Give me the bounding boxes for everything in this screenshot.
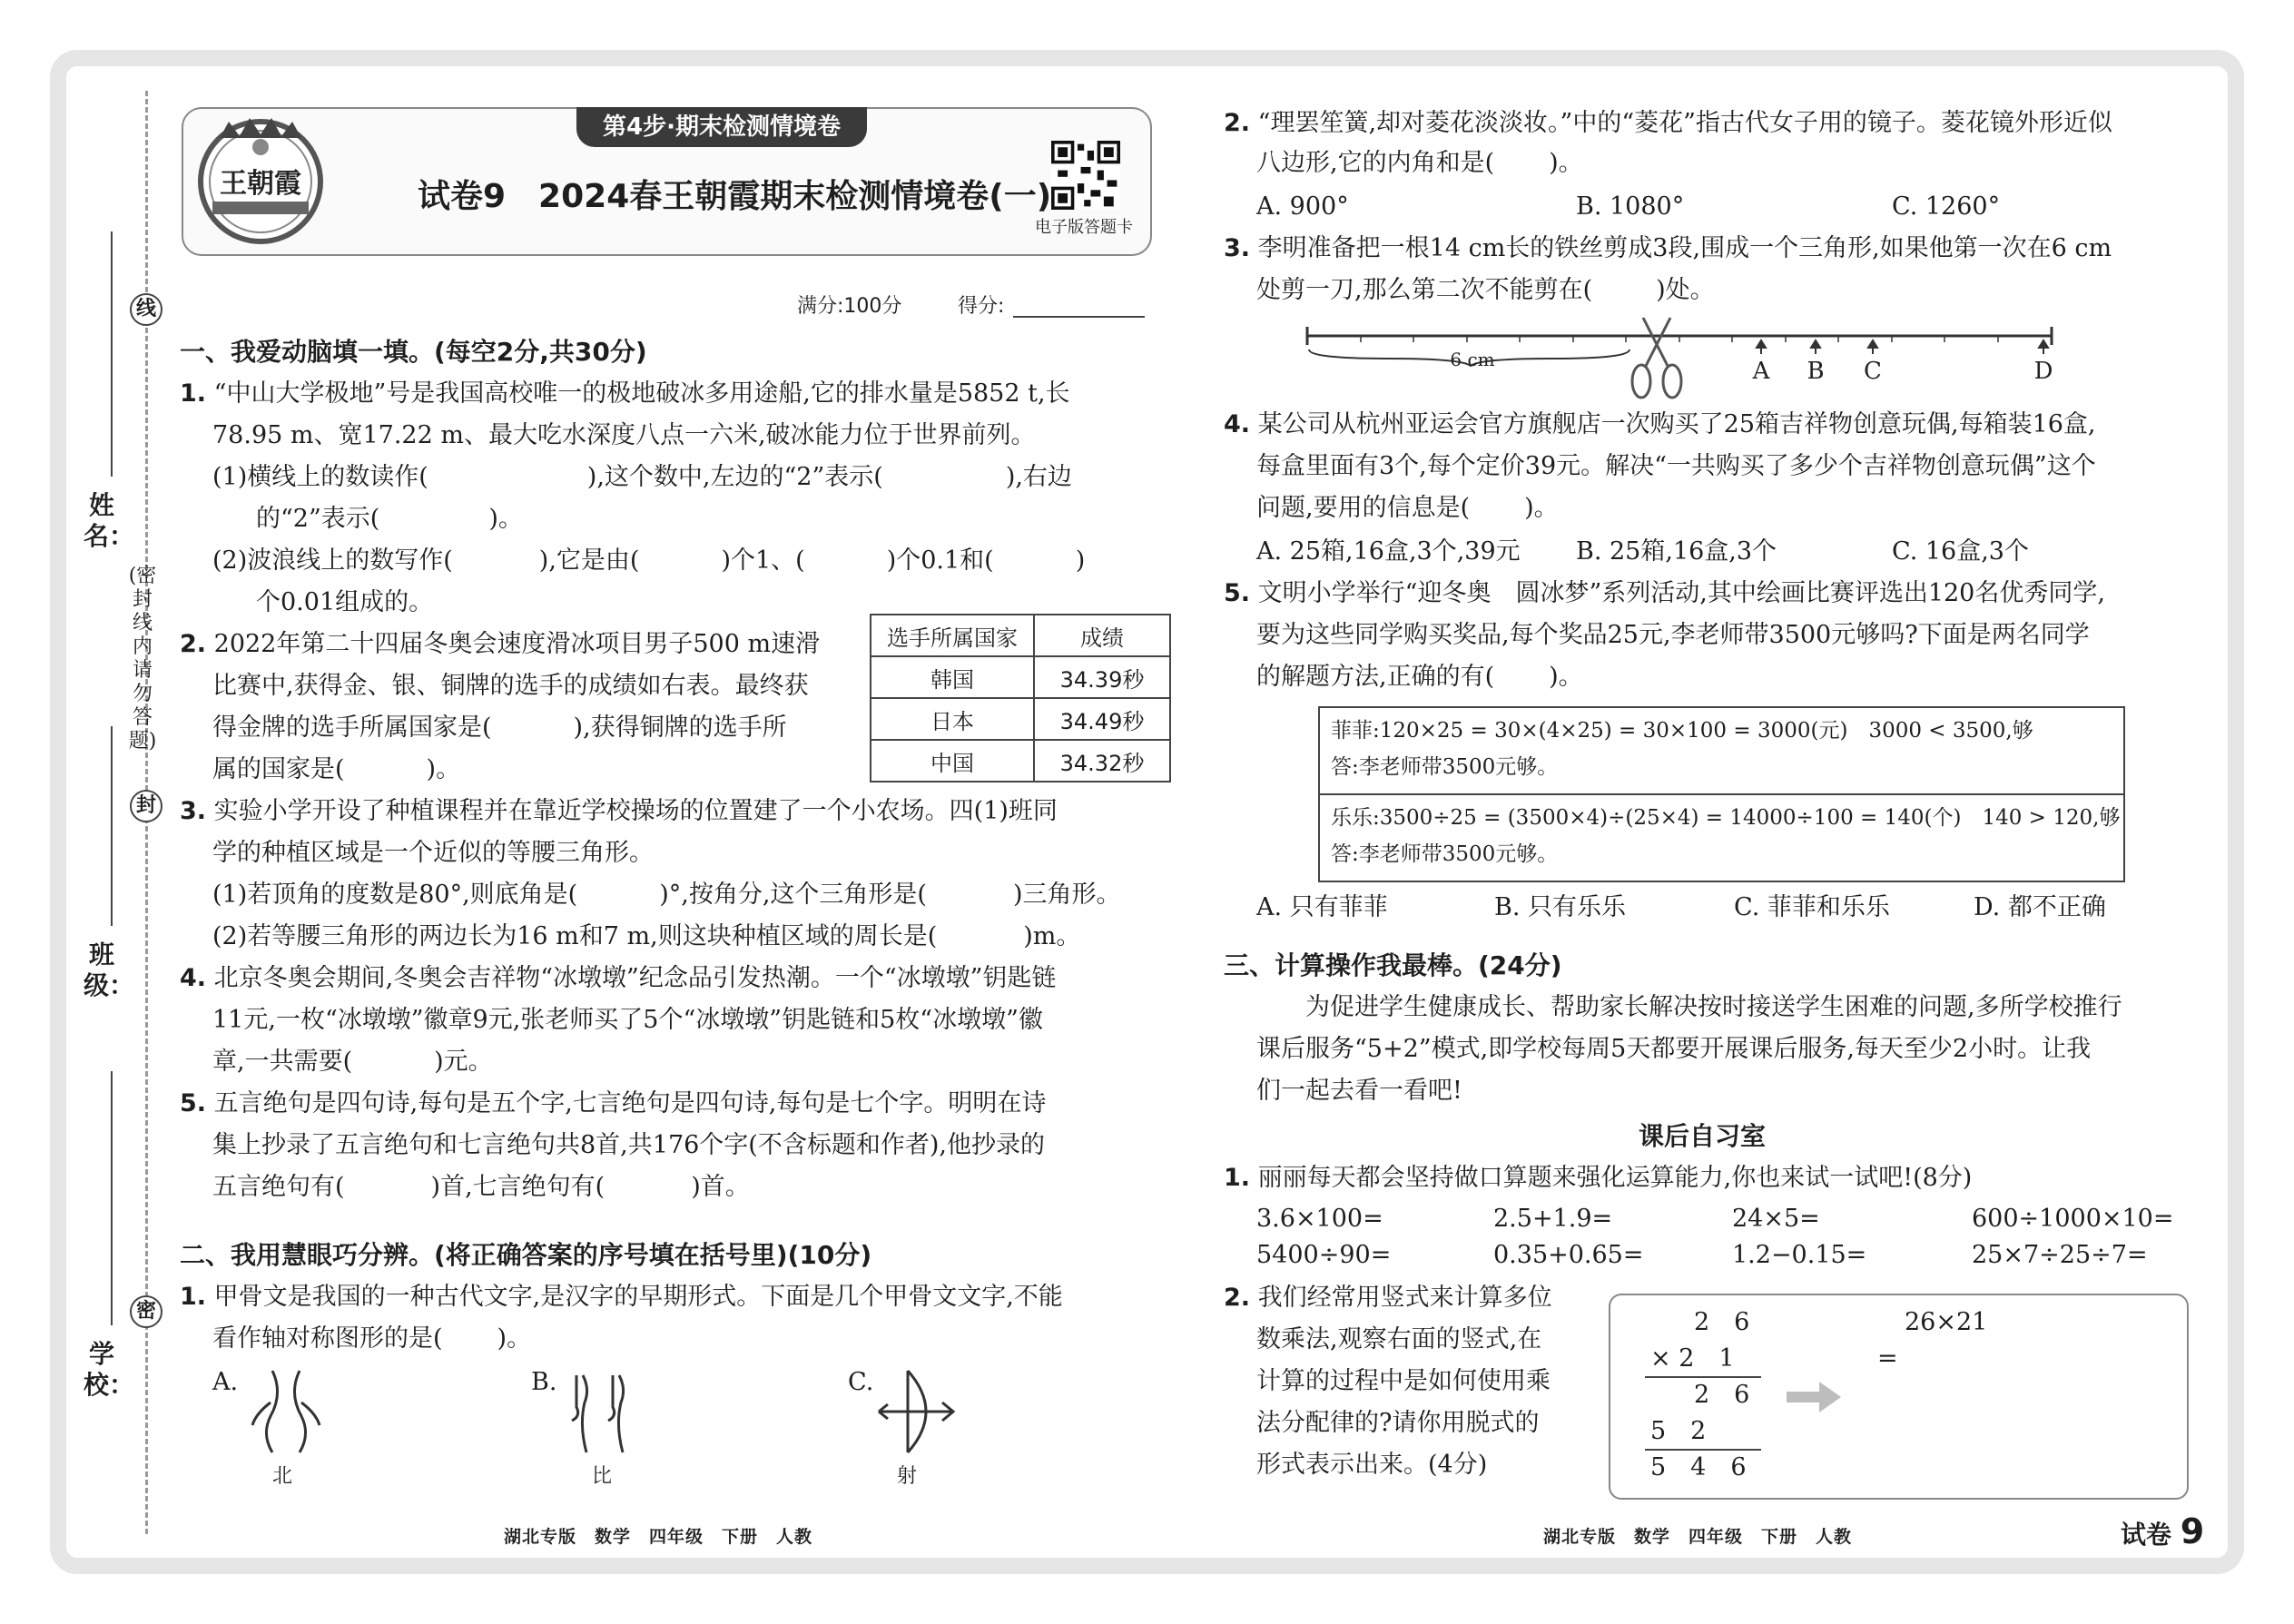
vertical-row1: 2 6 bbox=[1694, 1308, 1750, 1336]
oracle-bei-icon[interactable] bbox=[245, 1366, 327, 1457]
rq4-option-a[interactable]: A. 25箱,16盒,3个,39元 bbox=[1256, 537, 1521, 566]
seal-tag-secret: 密 bbox=[130, 1295, 162, 1328]
q1-line4: 的“2”表示( )。 bbox=[256, 505, 523, 533]
calc-item[interactable]: 5400÷90= bbox=[1256, 1241, 1392, 1269]
rq5-line2: 要为这些同学购买奖品,每个奖品25元,李老师带3500元够吗?下面是两名同学 bbox=[1256, 621, 2090, 649]
q3-line4: (2)若等腰三角形的两边长为16 m和7 m,则这块种植区域的周长是( )m。 bbox=[212, 922, 1081, 950]
c2-line3: 计算的过程中是如何使用乘 bbox=[1256, 1367, 1551, 1395]
seal-tag-seal: 封 bbox=[130, 790, 162, 822]
calc-item[interactable]: 24×5= bbox=[1732, 1205, 1820, 1233]
class-line bbox=[111, 726, 113, 926]
seal-note: (密封线内请勿答题) bbox=[128, 565, 157, 753]
q4-line2: 11元,一枚“冰墩墩”徽章9元,张老师买了5个“冰墩墩”钥匙链和5枚“冰墩墩”徽 bbox=[212, 1006, 1043, 1034]
rq4-line3: 问题,要用的信息是( )。 bbox=[1256, 494, 1559, 522]
option-a-char: 北 bbox=[272, 1465, 293, 1488]
table-row: 日本 34.49秒 bbox=[871, 698, 1170, 740]
vertical-row2: × 2 1 bbox=[1650, 1344, 1735, 1373]
q3-line1: 3. 实验小学开设了种植课程并在靠近学校操场的位置建了一个小农场。四(1)班同 bbox=[180, 797, 1058, 825]
q1-line6: 个0.01组成的。 bbox=[256, 588, 434, 616]
section-3-title: 三、计算操作我最棒。(24分) bbox=[1224, 950, 1562, 980]
rq2-option-c[interactable]: C. 1260° bbox=[1892, 192, 2001, 221]
vertical-rule-1 bbox=[1645, 1376, 1761, 1378]
qr-code-icon[interactable] bbox=[1051, 141, 1120, 210]
section-1-title: 一、我爱动脑填一填。(每空2分,共30分) bbox=[180, 337, 647, 367]
scissors-icon bbox=[1632, 318, 1681, 398]
option-c-char: 射 bbox=[897, 1465, 918, 1488]
exam-title: 试卷9 2024春王朝霞期末检测情境卷(一) bbox=[418, 178, 1052, 215]
c1-line: 1. 丽丽每天都会坚持做口算题来强化运算能力,你也来试一试吧!(8分) bbox=[1224, 1164, 1973, 1192]
arrow-right-icon bbox=[1787, 1382, 1841, 1412]
option-b-letter[interactable]: B. bbox=[531, 1368, 557, 1396]
rq2-option-a[interactable]: A. 900° bbox=[1256, 192, 1349, 221]
rq4-line1: 4. 某公司从杭州亚运会官方旗舰店一次购买了25箱吉祥物创意玩偶,每箱装16盒, bbox=[1224, 410, 2096, 438]
vertical-row5: 5 4 6 bbox=[1650, 1453, 1747, 1481]
rq3-line1: 3. 李明准备把一根14 cm长的铁丝剪成3段,围成一个三角形,如果他第一次在6 cm bbox=[1224, 234, 2112, 262]
table-row: 中国 34.32秒 bbox=[871, 740, 1170, 782]
rq5-line1: 5. 文明小学举行“迎冬奥 圆冰梦”系列活动,其中绘画比赛评选出120名优秀同学, bbox=[1224, 579, 2105, 607]
q2-line2: 比赛中,获得金、银、铜牌的选手的成绩如右表。最终获 bbox=[212, 672, 809, 700]
step-tab: 第4步·期末检测情境卷 bbox=[576, 107, 867, 147]
score-got-label: 得分: bbox=[958, 295, 1005, 318]
oracle-she-icon[interactable] bbox=[871, 1366, 962, 1457]
rq2-line1: 2. “理罢笙簧,却对菱花淡淡妆。”中的“菱花”指古代女子用的镜子。菱花镜外形近似 bbox=[1224, 109, 2112, 137]
rq3-line2: 处剪一刀,那么第二次不能剪在( )处。 bbox=[1256, 276, 1715, 304]
lele-answer: 答:李老师带3500元够。 bbox=[1331, 842, 1559, 866]
box-divider bbox=[1320, 793, 2123, 795]
vertical-row4: 5 2 bbox=[1650, 1417, 1707, 1445]
s3-intro-line1: 为促进学生健康成长、帮助家长解决按时接送学生困难的问题,多所学校推行 bbox=[1305, 993, 2122, 1021]
s2q1-line1: 1. 甲骨文是我国的一种古代文字,是汉字的早期形式。下面是几个甲骨文文字,不能 bbox=[180, 1283, 1063, 1311]
rq2-line2: 八边形,它的内角和是( )。 bbox=[1256, 149, 1583, 177]
section-2-title: 二、我用慧眼巧分辨。(将正确答案的序号填在括号里)(10分) bbox=[180, 1240, 872, 1270]
q3-line2: 学的种植区域是一个近似的等腰三角形。 bbox=[212, 839, 654, 867]
rq5-line3: 的解题方法,正确的有( )。 bbox=[1256, 663, 1583, 691]
c2-line2: 数乘法,观察右面的竖式,在 bbox=[1256, 1325, 1542, 1353]
c2-line4: 法分配律的?请你用脱式的 bbox=[1256, 1409, 1540, 1437]
footer-right: 湖北专版 数学 四年级 下册 人教 bbox=[1543, 1527, 1853, 1547]
point-a-label: A bbox=[1752, 358, 1770, 385]
expr-26x21: 26×21 bbox=[1905, 1308, 1988, 1336]
rq5-option-b[interactable]: B. 只有乐乐 bbox=[1494, 893, 1627, 921]
name-label: 姓名： bbox=[84, 490, 135, 551]
publisher-logo bbox=[192, 111, 329, 247]
q2-line1: 2. 2022年第二十四届冬奥会速度滑冰项目男子500 m速滑 bbox=[180, 630, 821, 658]
school-line bbox=[111, 1071, 113, 1325]
ruler-6cm-label: 6 cm bbox=[1450, 349, 1495, 370]
q4-line1: 4. 北京冬奥会期间,冬奥会吉祥物“冰墩墩”纪念品引发热潮。一个“冰墩墩”钥匙链 bbox=[180, 964, 1057, 992]
qr-caption: 电子版答题卡 bbox=[1035, 218, 1133, 237]
logo-text: 王朝霞 bbox=[220, 168, 301, 200]
rq4-option-b[interactable]: B. 25箱,16盒,3个 bbox=[1576, 537, 1777, 566]
calc-item[interactable]: 25×7÷25÷7= bbox=[1972, 1241, 2148, 1269]
class-label: 班级： bbox=[84, 940, 135, 1000]
rq5-option-d[interactable]: D. 都不正确 bbox=[1974, 893, 2106, 921]
calc-item[interactable]: 600÷1000×10= bbox=[1972, 1205, 2174, 1233]
name-line bbox=[111, 231, 113, 477]
lele-solution: 乐乐:3500÷25 = (3500×4)÷(25×4) = 14000÷100 = 140(个) 140 > 120,够 bbox=[1331, 806, 2121, 830]
q2-line3: 得金牌的选手所属国家是( ),获得铜牌的选手所 bbox=[212, 714, 787, 742]
point-d-label: D bbox=[2033, 358, 2053, 385]
rq4-line2: 每盒里面有3个,每个定价39元。解决“一共购买了多少个吉祥物创意玩偶”这个 bbox=[1256, 452, 2096, 480]
table-header-row bbox=[871, 615, 1170, 656]
wire-ruler-diagram bbox=[1298, 313, 2061, 404]
page-number: 试卷 9 bbox=[2121, 1511, 2205, 1551]
option-b-char: 比 bbox=[592, 1465, 613, 1488]
calc-item[interactable]: 2.5+1.9= bbox=[1493, 1205, 1613, 1233]
option-a-letter[interactable]: A. bbox=[212, 1368, 239, 1396]
q1-line1: 1. “中山大学极地”号是我国高校唯一的极地破冰多用途船,它的排水量是5852 t,长 bbox=[180, 379, 1070, 408]
table-header: 选手所属国家 bbox=[871, 615, 1034, 656]
score-blank[interactable] bbox=[1013, 316, 1145, 318]
expr-equals[interactable]: = bbox=[1877, 1344, 1898, 1373]
seal-tag-line: 线 bbox=[130, 293, 162, 326]
rq5-option-c[interactable]: C. 菲菲和乐乐 bbox=[1734, 893, 1890, 921]
rq4-option-c[interactable]: C. 16盒,3个 bbox=[1892, 537, 2029, 566]
q5-line3: 五言绝句有( )首,七言绝句有( )首。 bbox=[212, 1173, 750, 1201]
c2-line1: 2. 我们经常用竖式来计算多位 bbox=[1224, 1284, 1552, 1312]
solutions-box bbox=[1318, 706, 2125, 882]
footer-left: 湖北专版 数学 四年级 下册 人教 bbox=[504, 1527, 813, 1547]
rq5-option-a[interactable]: A. 只有菲菲 bbox=[1256, 893, 1388, 921]
subtitle-study-room: 课后自习室 bbox=[1639, 1121, 1767, 1151]
vertical-row3: 2 6 bbox=[1694, 1381, 1750, 1409]
c2-line5: 形式表示出来。(4分) bbox=[1256, 1451, 1488, 1479]
option-c-letter[interactable]: C. bbox=[848, 1368, 874, 1396]
calc-item[interactable]: 0.35+0.65= bbox=[1493, 1241, 1644, 1269]
calc-item[interactable]: 3.6×100= bbox=[1256, 1205, 1383, 1233]
score-full: 满分:100分 bbox=[797, 295, 902, 318]
q4-line3: 章,一共需要( )元。 bbox=[212, 1048, 493, 1076]
q1-line5: (2)波浪线上的数写作( ),它是由( )个1、( )个0.1和( ) bbox=[212, 546, 1086, 575]
feifei-solution: 菲菲:120×25 = 30×(4×25) = 30×100 = 3000(元) 3000 < 3500,够 bbox=[1331, 719, 2033, 743]
vertical-rule-2 bbox=[1645, 1449, 1761, 1451]
q1-line2: 78.95 m、宽17.22 m、最大吃水深度八点一六米,破冰能力位于世界前列。 bbox=[212, 421, 1036, 449]
results-table bbox=[870, 614, 1171, 782]
point-c-label: C bbox=[1864, 358, 1882, 385]
point-b-label: B bbox=[1807, 358, 1825, 385]
q5-line1: 5. 五言绝句是四句诗,每句是五个字,七言绝句是四句诗,每句是七个字。明明在诗 bbox=[180, 1089, 1047, 1117]
q3-line3: (1)若顶角的度数是80°,则底角是( )°,按角分,这个三角形是( )三角形。 bbox=[212, 881, 1121, 909]
calc-item[interactable]: 1.2−0.15= bbox=[1732, 1241, 1867, 1269]
table-row: 韩国 34.39秒 bbox=[871, 656, 1170, 698]
s3-intro-line2: 课后服务“5+2”模式,即学校每周5天都要开展课后服务,每天至少2小时。让我 bbox=[1256, 1035, 2092, 1063]
feifei-answer: 答:李老师带3500元够。 bbox=[1331, 755, 1559, 779]
q5-line2: 集上抄录了五言绝句和七言绝句共8首,共176个字(不含标题和作者),他抄录的 bbox=[212, 1131, 1045, 1159]
q2-line4: 属的国家是( )。 bbox=[212, 755, 461, 783]
s3-intro-line3: 们一起去看一看吧! bbox=[1256, 1077, 1462, 1105]
oracle-bi-icon[interactable] bbox=[563, 1366, 645, 1457]
rq2-option-b[interactable]: B. 1080° bbox=[1576, 192, 1685, 221]
table-header: 成绩 bbox=[1034, 615, 1170, 656]
school-label: 学校： bbox=[84, 1339, 135, 1400]
s2q1-line2: 看作轴对称图形的是( )。 bbox=[212, 1324, 532, 1353]
q1-line3: (1)横线上的数读作( ),这个数中,左边的“2”表示( ),右边 bbox=[212, 463, 1072, 491]
